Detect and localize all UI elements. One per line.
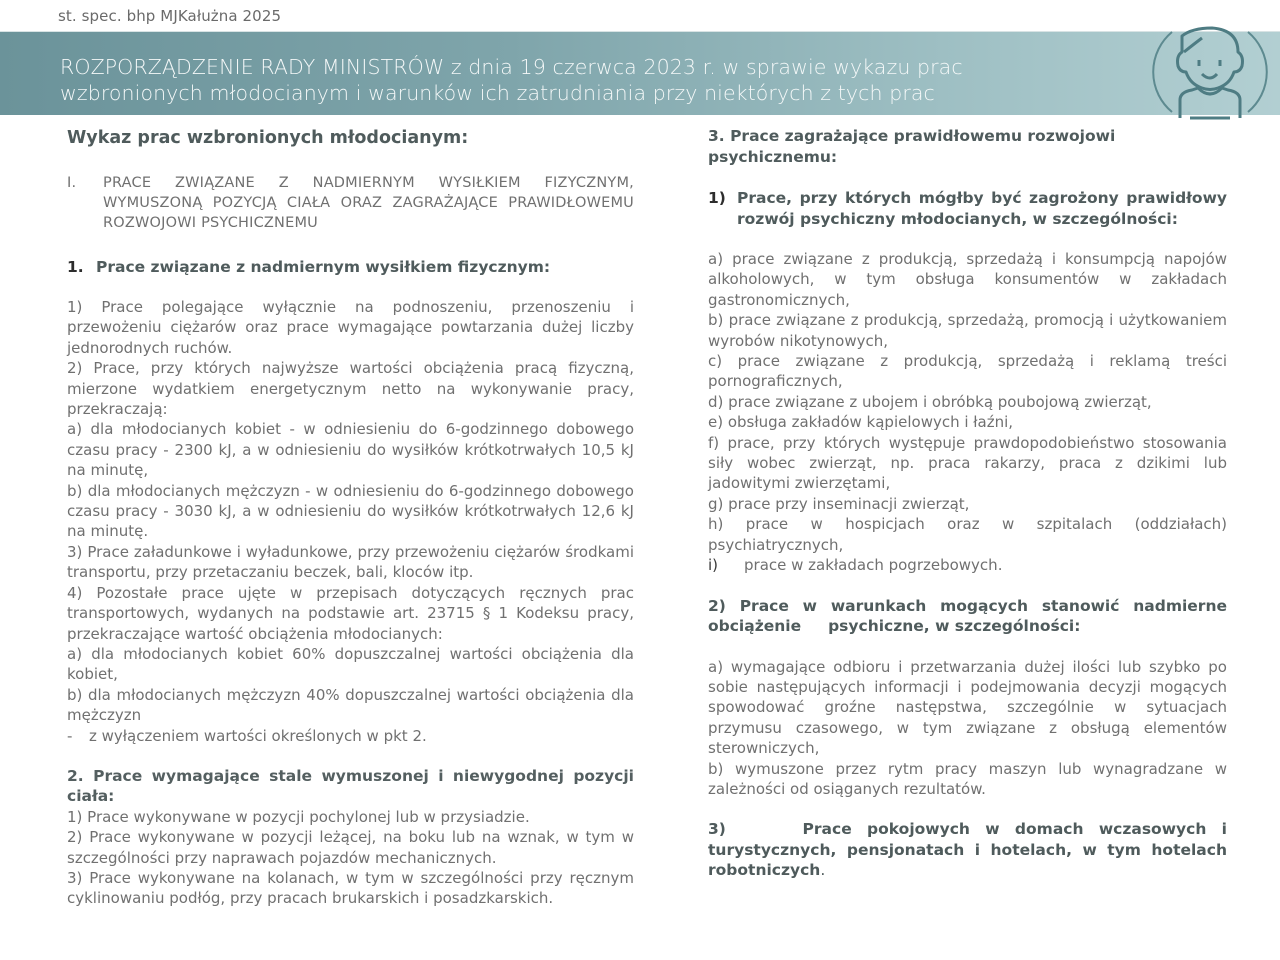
sub-3-trailing-period: . <box>820 861 826 880</box>
sub-1-item: d) prace związane z ubojem i obróbką poubojową zwierząt, <box>708 392 1152 411</box>
dash-bullet: - <box>67 726 73 745</box>
sub-1-item: h) prace w hospicjach oraz w szpitalach (oddziałach) psychiatrycznych, <box>708 515 1227 554</box>
sub-1-item-last-text: prace w zakładach pogrzebowych. <box>744 556 1003 575</box>
section-1-number: 1. <box>67 257 84 276</box>
document-title-line-2: wzbronionych młodocianym i warunków ich zatrudniania przy niektórych z tych prac <box>60 81 935 105</box>
section-1-body <box>67 297 634 746</box>
section-1-paragraph: b) dla młodocianych mężczyzn 40% dopuszczalnej wartości obciążenia dla mężczyzn <box>67 685 634 725</box>
sub-1-number: 1) <box>708 189 726 207</box>
sub-3-title: 3) Prace pokojowych w domach wczasowych i turystycznych, pensjonatach i hotelach, w tym hotelach robotniczych <box>708 820 1227 880</box>
document-title <box>60 54 1140 106</box>
section-1-paragraph: a) dla młodocianych kobiet 60% dopuszczalnej wartości obciążenia dla kobiet, <box>67 644 634 684</box>
section-I-text: PRACE ZWIĄZANE Z NADMIERNYM WYSIŁKIEM FIZYCZNYM, WYMUSZONĄ POZYCJĄ CIAŁA ORAZ ZAGRAŻAJĄCE PRAWIDŁOWEMU ROZWOJOWI PSYCHICZNEMU <box>103 175 634 232</box>
section-1-paragraph: a) dla młodocianych kobiet - w odniesieniu do 6-godzinnego dobowego czasu pracy - 2300 kJ, a w odniesieniu do wysiłków krótkotrwałych 10,5 kJ na minutę, <box>67 420 634 480</box>
sub-1-items <box>708 249 1227 576</box>
section-2-paragraph: 1) Prace wykonywane w pozycji pochylonej lub w przysiadzie. <box>67 807 530 826</box>
section-3-title: 3. Prace zagrażające prawidłowemu rozwojowi psychicznemu: <box>708 127 1116 166</box>
section-I-number: I. <box>67 175 77 191</box>
sub-1-item: g) prace przy inseminacji zwierząt, <box>708 494 970 513</box>
section-3-sub-1-heading <box>708 188 1227 229</box>
section-1-paragraph: b) dla młodocianych mężczyzn - w odniesieniu do 6-godzinnego dobowego czasu pracy - 3030 kJ, a w odniesieniu do wysiłków krótkotrwałych 12,6 kJ na minutę. <box>67 481 634 541</box>
section-1-title: Prace związane z nadmiernym wysiłkiem fizycznym: <box>96 257 551 276</box>
sub-2-items <box>708 657 1227 800</box>
section-2-body <box>67 807 634 909</box>
dash-item-text: z wyłączeniem wartości określonych w pkt 2. <box>89 726 427 745</box>
document-title-line-1: ROZPORZĄDZENIE RADY MINISTRÓW z dnia 19 czerwca 2023 r. w sprawie wykazu prac <box>60 55 963 79</box>
section-2-title: 2. Prace wymagające stale wymuszonej i niewygodnej pozycji ciała: <box>67 766 634 806</box>
section-1-paragraph: 3) Prace załadunkowe i wyładunkowe, przy przewożeniu ciężarów środkami transportu, przy przetaczaniu beczek, bali, kloców itp. <box>67 542 634 582</box>
sub-3-paragraph <box>708 819 1227 881</box>
sub-2-item: b) wymuszone przez rytm pracy maszyn lub wynagradzane w zależności od osiąganych rezultatów. <box>708 759 1227 798</box>
sub-1-item: c) prace związane z produkcją, sprzedażą i reklamą treści pornograficznych, <box>708 352 1227 391</box>
right-column <box>708 126 1233 881</box>
sub-1-item: b) prace związane z produkcją, sprzedażą, promocją i użytkowaniem wyrobów nikotynowych, <box>708 311 1227 350</box>
sub-1-item: e) obsługa zakładów kąpielowych i łaźni, <box>708 413 1014 432</box>
sub-2-item: a) wymagające odbioru i przetwarzania dużej ilości lub szybko po sobie następujących informacji i podejmowania decyzji mogących spowodować groźne następstwa, szczególnie w sytuacjach przymusu czasowego, w tym związane z obsługą elementów sterowniczych, <box>708 657 1227 758</box>
section-2-paragraph: 2) Prace wykonywane w pozycji leżącej, na boku lub na wznak, w tym w szczególności przy naprawach pojazdów mechanicznych. <box>67 828 634 867</box>
section-I <box>67 173 634 234</box>
section-1-paragraph: 2) Prace, przy których najwyższe wartości obciążenia pracą fizyczną, mierzone wydatkiem energetycznym netto na wykonywanie pracy, przekraczają: <box>67 359 634 419</box>
sub-1-item-last <box>708 555 1227 575</box>
left-column <box>67 126 634 909</box>
sub-1-item-last-number: i) <box>708 556 719 575</box>
sub-2-title: 2) Prace w warunkach mogących stanowić nadmierne obciążenie psychiczne, w szczególności: <box>708 596 1233 635</box>
sub-1-item: f) prace, przy których występuje prawdopodobieństwo stosowania siły wobec zwierząt, np. praca rakarzy, praca z dzikimi lub jadowitymi zwierzętami, <box>708 433 1227 493</box>
list-heading: Wykaz prac wzbronionych młodocianym: <box>67 128 469 148</box>
section-1-paragraph: 1) Prace polegające wyłącznie na podnoszeniu, przenoszeniu i przewożeniu ciężarów oraz prace wymagające powtarzania dużej liczby jednorodnych ruchów. <box>67 298 634 357</box>
young-person-avatar-icon <box>1150 22 1270 122</box>
section-1-paragraph: 4) Pozostałe prace ujęte w przepisach dotyczących ręcznych prac transportowych, wydanych na podstawie art. 23715 § 1 Kodeksu pracy, przekraczające wartość obciążenia młodocianych: <box>67 583 634 643</box>
sub-1-title: Prace, przy których mógłby być zagrożony prawidłowy rozwój psychiczny młodocianych, w szczególności: <box>737 189 1227 228</box>
section-1-heading <box>67 257 634 277</box>
sub-1-item: a) prace związane z produkcją, sprzedażą i konsumpcją napojów alkoholowych, w tym obsługa konsumentów w zakładach gastronomicznych, <box>708 250 1227 309</box>
author-line: st. spec. bhp MJKałużna 2025 <box>58 7 282 25</box>
dash-list-item <box>67 726 634 746</box>
title-banner <box>0 31 1280 115</box>
section-2-paragraph: 3) Prace wykonywane na kolanach, w tym w szczególności przy ręcznym cyklinowaniu podłóg, przy pracach brukarskich i posadzkarskich. <box>67 868 634 908</box>
